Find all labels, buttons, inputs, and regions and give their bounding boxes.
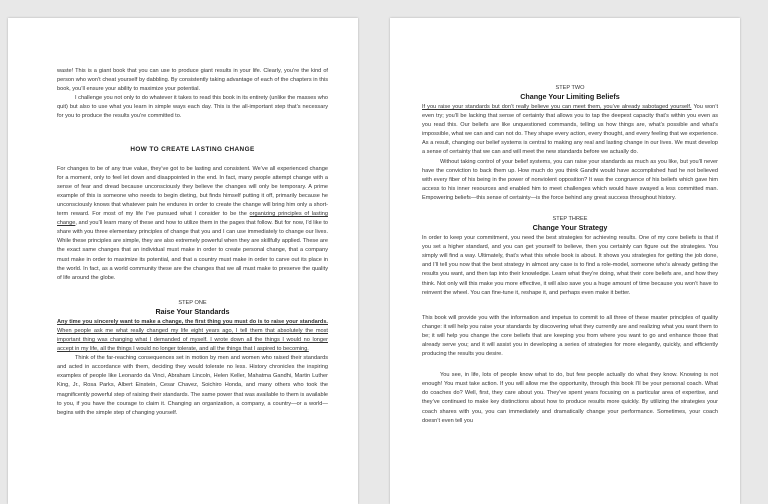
paragraph-gandhi: Without taking control of your belief systems, you can raise your standards as much as you like, but you’ll never have the conviction to back them up. How much do you think Gandhi would have accomplished had he not believed with every fiber of his being in the power of nonviolent opposition? It was the congruence of his beliefs which gave him access to his inner resources and enabled him to meet challenges which would have swayed a less committed man. Empowering beliefs—this sense of certainty—is the force behind any great success throughout history. xyxy=(422,158,718,201)
step-one-title: Raise Your Standards xyxy=(155,306,230,316)
paragraph-challenge: I challenge you not only to do whatever it takes to read this book in its entirety (unlike the masses who quit) but also to use what you learn in simple ways each day. This is the all-important step that’s necessary for you to produce the results you’re committed to. xyxy=(57,95,328,120)
raise-standards-underlined-text: When people ask me what really changed my life eight years ago, I tell them that absolutely the most important thing was changing what I demanded of myself. I wrote down all the things I would no longer accept in my life, all the things I would no longer tolerate, and all the things that I aspired to becoming. xyxy=(57,327,328,353)
page-left-content xyxy=(57,67,328,418)
raise-standards-bold-text: Any time you sincerely want to make a change, the first thing you must do is to raise your standards. xyxy=(57,318,328,325)
limiting-beliefs-rest: You won’t even try; you’ll be lacking that sense of certainty that allows you to tap the deepest capacity that’s within you even as you read this. Our beliefs are like unquestioned commands, telling us how things are, what’s possible and what’s impossible, what we can and can not do. They shape every action, every thought, and every feeling that we experience. As a result, changing our belief systems is central to making any real and lasting change in our lives. We must develop a sense of certainty that we can and will meet the new standards before we actually do. xyxy=(422,104,718,156)
document-page-right xyxy=(390,18,740,504)
paragraph-book-principles: This book will provide you with the information and impetus to commit to all three of these master principles of quality change: it will help you raise your standards by discovering what they currently are and realizing what you want them to be; it will help you change the core beliefs that are keeping you from where you want to go and enhance those that already serve you; and it will assist you in developing a series of strategies for more elegantly, quickly, and efficiently producing the results you desire. xyxy=(422,314,718,358)
paragraph-far-reaching: Think of the far-reaching consequences set in motion by men and women who raised their standards and acted in accordance with them, deciding they would tolerate no less. History chronicles the inspiring examples of people like Leonardo da Vinci, Abraham Lincoln, Helen Keller, Mahatma Gandhi, Martin Luther King, Jr., Rosa Parks, Albert Einstein, Cesar Chavez, Soichiro Honda, and many others who took the magnificently powerful step of raising their standards. The same power that was available to them is available to you, if you have the courage to claim it. Changing an organization, a company, a country—or a world—begins with the simple step of changing yourself. xyxy=(57,355,328,416)
step-three-label: STEP THREE xyxy=(552,216,588,223)
step-two-label: STEP TWO xyxy=(555,85,585,91)
paragraph-raise-standards xyxy=(57,318,328,354)
page-right-content xyxy=(422,84,718,426)
section-heading-lasting-change: HOW TO CREATE LASTING CHANGE xyxy=(130,145,255,153)
limiting-beliefs-underlined-text: If you raise your standards but don’t really believe you can meet them, you’ve already sabotaged yourself. xyxy=(422,104,692,110)
organizing-principles-link[interactable]: organizing principles of lasting change xyxy=(57,211,328,227)
document-page-left xyxy=(8,18,358,504)
paragraph-intro: waste! This is a giant book that you can use to produce giant results in your life. Clearly, you’re the kind of person who won’t cheat yourself by dabbling. By consistently taking advantage of each of the chapters in this book, you’ll ensure your ability to maximize your potential. xyxy=(57,68,328,93)
paragraph-lasting-change xyxy=(57,165,328,283)
paragraph-personal-coach: You see, in life, lots of people know what to do, but few people actually do what they know. Knowing is not enough! You must take action. If you will allow me the opportunity, through this book I’ll be your personal coach. What do coaches do? Well, first, they care about you. They’ve spent years focusing on a particular area of expertise, and they’ve continued to make key distinctions about how to produce results more quickly. By utilizing the strategies your coach shares with you, you can immediately and dramatically change your performance. Sometimes, your coach doesn’t even tell you xyxy=(422,372,718,424)
step-two-title: Change Your Limiting Beliefs xyxy=(520,92,620,101)
step-three-title: Change Your Strategy xyxy=(532,223,608,233)
step-one-label: STEP ONE xyxy=(178,299,207,306)
paragraph-strategy: In order to keep your commitment, you need the best strategies for achieving results. One of my core beliefs is that if you set a higher standard, and you can get yourself to believe, then you certainly can figure out the strategies. You simply will find a way. Ultimately, that’s what this whole book is about. It shows you strategies for getting the job done, and I’ll tell you now that the best strategy in almost any case is to find a role-model, someone who’s already getting the results you want, and then tap into their knowledge. Learn what they’re doing, what their core beliefs are, and how they think. Not only will this make you more effective, it will also save you a huge amount of time because you won’t have to reinvent the wheel. You can fine-tune it, reshape it, and perhaps even make it better. xyxy=(422,235,718,296)
paragraph-lasting-change-b: , and you’ll learn many of these and how to utilize them in the pages that follow. But for now, I’d like to share with you three elementary principles of change that you and I can use immediately to change our lives. While these principles are simple, they are also extremely powerful when they are skillfully applied. These are the exact same changes that an individual must make in order to create personal change, that a company must make in order to maximize its potential, and that a country must make in order to carve out its place in the world. In fact, as a world community these are the changes that we all must make to preserve the quality of life around the globe. xyxy=(57,220,328,281)
paragraph-lasting-change-a: For changes to be of any true value, they’ve got to be lasting and consistent. We’ve all experienced change for a moment, only to feel let down and disappointed in the end. In fact, many people attempt change with a sense of fear and dread because unconsciously they believe the changes will only be temporary. A prime example of this is someone who needs to begin dieting, but finds himself putting it off, primarily because he unconsciously knows that whatever pain he endures in order to create the change will bring him only a short-term reward. For most of my life I’ve pursued what I consider to be the xyxy=(57,165,328,218)
paragraph-limiting-beliefs xyxy=(422,103,718,158)
